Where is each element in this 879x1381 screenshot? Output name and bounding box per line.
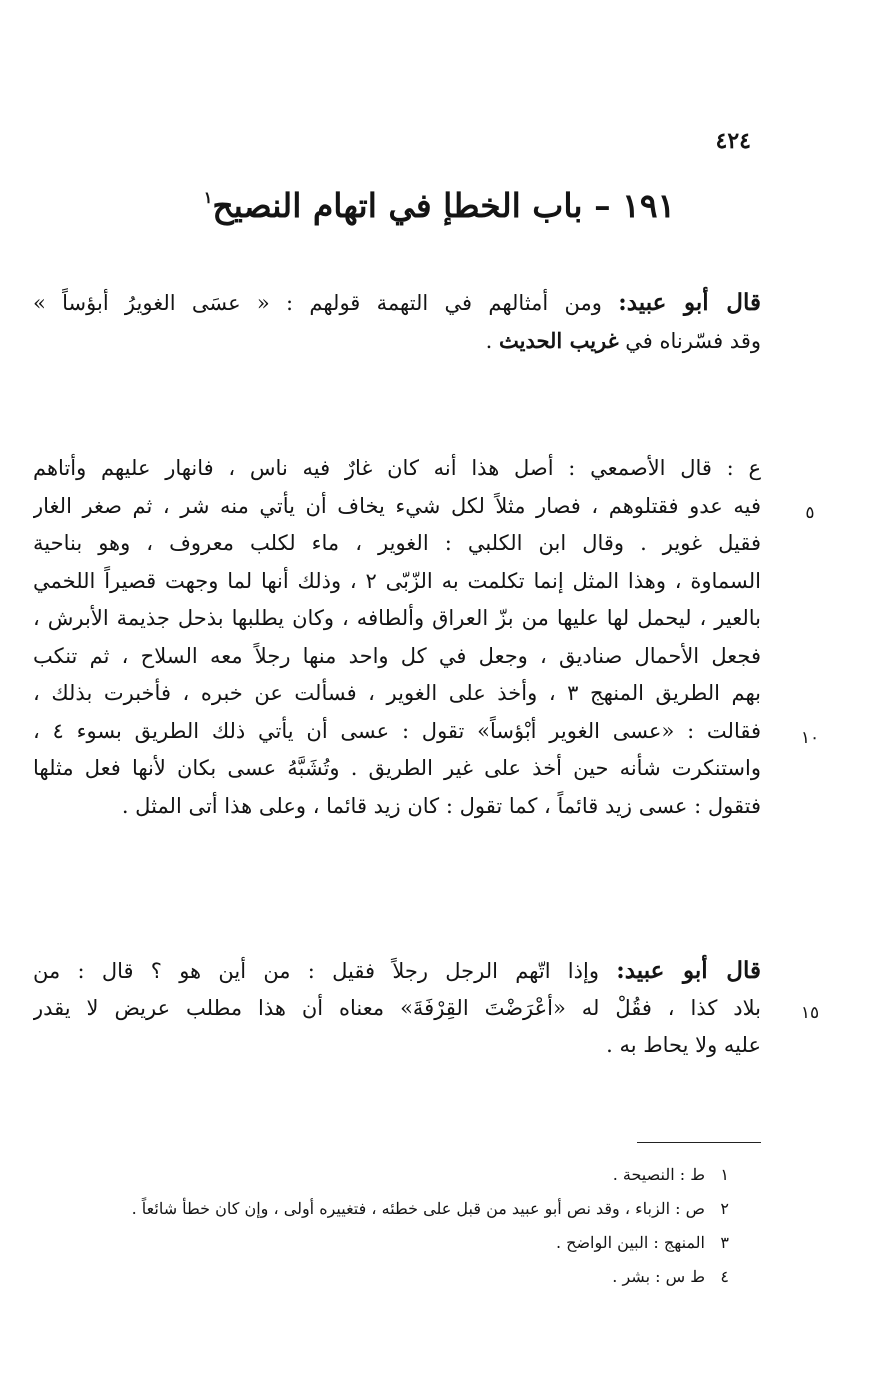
- footnote-text: ط س : بشر .: [612, 1267, 705, 1286]
- paragraph-2: [33, 450, 761, 825]
- speaker-label: قال أبو عبيد:: [616, 957, 761, 984]
- title-footnote-ref: ١: [203, 188, 213, 207]
- footnotes: [29, 1158, 729, 1294]
- footnote-number: ٤: [720, 1267, 729, 1286]
- paragraph-2-line: بالعير ، ليحمل لها عليها من بزّ العراق وألطافه ، وكان يطلبها بذحل جذيمة الأبرش ،: [33, 606, 761, 630]
- footnote-divider: [637, 1142, 761, 1143]
- paragraph-3: [33, 952, 761, 1065]
- paragraph-3-line: بلاد كذا ، فقُلْ له «أعْرَضْتَ القِرْفَةَ» معناه أن هذا مطلب عريض لا يقدر: [33, 995, 761, 1020]
- footnote: [29, 1226, 729, 1260]
- chapter-title-text: ١٩١ – باب الخطإ في اتهام النصيح: [212, 186, 676, 225]
- paragraph-2-line: فتقول : عسى زيد قائماً ، كما تقول : كان زيد قائما ، وعلى هذا أتى المثل .: [121, 793, 761, 818]
- footnote-text: ص : الزباء ، وقد نص أبو عبيد من قبل على خطئه ، فتغييره أولى ، وإن كان خطأ شائعاً .: [131, 1199, 705, 1218]
- paragraph-1-line-1: [33, 284, 761, 322]
- paragraph-1-text: ومن أمثالهم في التهمة قولهم : « عسَى الغويرُ أبؤساً »: [33, 291, 602, 315]
- paragraph-2-line: واستنكرت شأنه حين أخذ على غير الطريق . وتُشَبَّهُ عسى بكان لأنها فعل مثلها: [33, 756, 761, 780]
- page-number: ٤٢٤: [715, 128, 751, 154]
- paragraph-2-line: بهم الطريق المنهج ٣ ، وأخذ على الغوير ، فسألت عن خبره ، فأخبرت بذلك ،: [33, 681, 761, 705]
- margin-line-number: ٥: [805, 503, 815, 523]
- paragraph-2-line: ع : قال الأصمعي : أصل هذا أنه كان غارٌ فيه ناس ، فانهار عليهم وأتاهم: [33, 456, 761, 480]
- paragraph-2-line: فيه عدو فقتلوهم ، فصار مثلاً لكل شيء يخاف أن يأتي منه شر ، ثم صغر الغار: [33, 493, 761, 518]
- paragraph-3-line-1: [33, 952, 761, 990]
- footnote-number: ٢: [720, 1199, 729, 1218]
- footnote-number: ١: [720, 1165, 729, 1184]
- speaker-label: قال أبو عبيد:: [618, 289, 761, 316]
- book-title-term: غريب الحديث: [498, 327, 619, 353]
- paragraph-2-line: فقيل غوير . وقال ابن الكلبي : الغوير ، ماء لكلب معروف ، وهو بناحية: [33, 531, 761, 555]
- footnote: [29, 1192, 729, 1226]
- chapter-title: [0, 186, 879, 225]
- paragraph-3-text: وإذا اتّهم الرجل رجلاً فقيل : من أين هو ؟ قال : من: [33, 959, 599, 983]
- footnote-text: ط : النصيحة .: [612, 1165, 705, 1184]
- paragraph-2-line: فقالت : «عسى الغوير أبْؤساً» تقول : عسى أن يأتي ذلك الطريق بسوء ٤ ،: [33, 718, 761, 743]
- footnote: [29, 1260, 729, 1294]
- paragraph-2-line: فجعل الأحمال صناديق ، وجعل في كل واحد منها رجلاً معه السلاح ، ثم تنكب: [33, 643, 761, 668]
- paragraph-1: [33, 284, 761, 359]
- margin-line-number: ١٠: [800, 728, 820, 748]
- footnote-number: ٣: [720, 1233, 729, 1252]
- margin-line-number: ١٥: [800, 1003, 820, 1023]
- footnote: [29, 1158, 729, 1192]
- paragraph-3-line: عليه ولا يحاط به .: [606, 1033, 761, 1057]
- paragraph-1-text: وقد فسّرناه في: [625, 328, 761, 353]
- paragraph-1-line-2: [33, 322, 761, 360]
- paragraph-2-line: السماوة ، وهذا المثل إنما تكلمت به الزّبّى ٢ ، وذلك أنها لما وجهت قصيراً اللخمي: [33, 568, 761, 593]
- footnote-text: المنهج : البين الواضح .: [555, 1233, 705, 1252]
- paragraph-1-end: .: [485, 328, 499, 353]
